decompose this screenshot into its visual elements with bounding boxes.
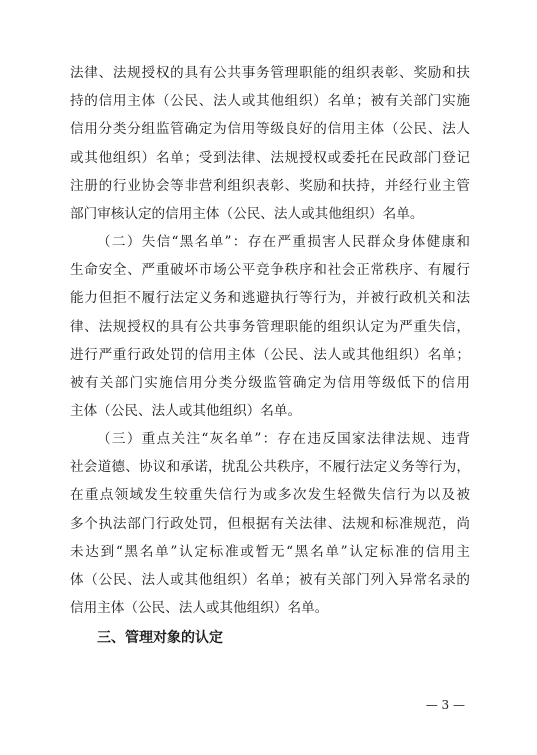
body-line: 信用分类分组监管确定为信用等级良好的信用主体（公民、法人	[70, 121, 470, 137]
body-line: 能力但拒不履行法定义务和逃避执行等行为，并被行政机关和法	[70, 290, 470, 306]
body-line: 持的信用主体（公民、法人或其他组织）名单；被有关部门实施	[70, 93, 470, 109]
page-number: — 3 —	[425, 698, 465, 712]
body-line: 被有关部门实施信用分类分级监管确定为信用等级低下的信用	[70, 375, 470, 391]
body-line: 在重点领域发生较重失信行为或多次发生轻微失信行为以及被	[70, 487, 470, 503]
section-heading: 三、管理对象的认定	[97, 630, 223, 646]
body-line: 部门审核认定的信用主体（公民、法人或其他组织）名单。	[70, 206, 424, 222]
body-line: 体（公民、法人或其他组织）名单；被有关部门列入异常名录的	[70, 572, 470, 588]
body-line: 进行严重行政处罚的信用主体（公民、法人或其他组织）名单；	[70, 347, 470, 363]
body-line: 社会道德、协议和承诺，扰乱公共秩序，不履行法定义务等行为，	[70, 459, 470, 475]
paragraph-start-line: （二）失信“黑名单”：存在严重损害人民群众身体健康和	[97, 234, 470, 250]
body-line: 注册的行业协会等非营利组织表彰、奖励和扶持，并经行业主管	[70, 178, 470, 194]
paragraph-start-line: （三）重点关注“灰名单”：存在违反国家法律法规、违背	[97, 431, 470, 447]
body-line: 律、法规授权的具有公共事务管理职能的组织认定为严重失信，	[70, 319, 470, 335]
body-line: 主体（公民、法人或其他组织）名单。	[70, 403, 302, 419]
body-line: 或其他组织）名单；受到法律、法规授权或委托在民政部门登记	[70, 150, 470, 166]
body-line: 未达到“黑名单”认定标准或暂无“黑名单”认定标准的信用主	[70, 544, 470, 560]
body-line: 生命安全、严重破坏市场公平竞争秩序和社会正常秩序、有履行	[70, 262, 470, 278]
body-line: 信用主体（公民、法人或其他组织）名单。	[70, 600, 329, 616]
body-line: 多个执法部门行政处罚，但根据有关法律、法规和标准规范，尚	[70, 516, 470, 532]
body-line: 法律、法规授权的具有公共事务管理职能的组织表彰、奖励和扶	[70, 65, 470, 81]
